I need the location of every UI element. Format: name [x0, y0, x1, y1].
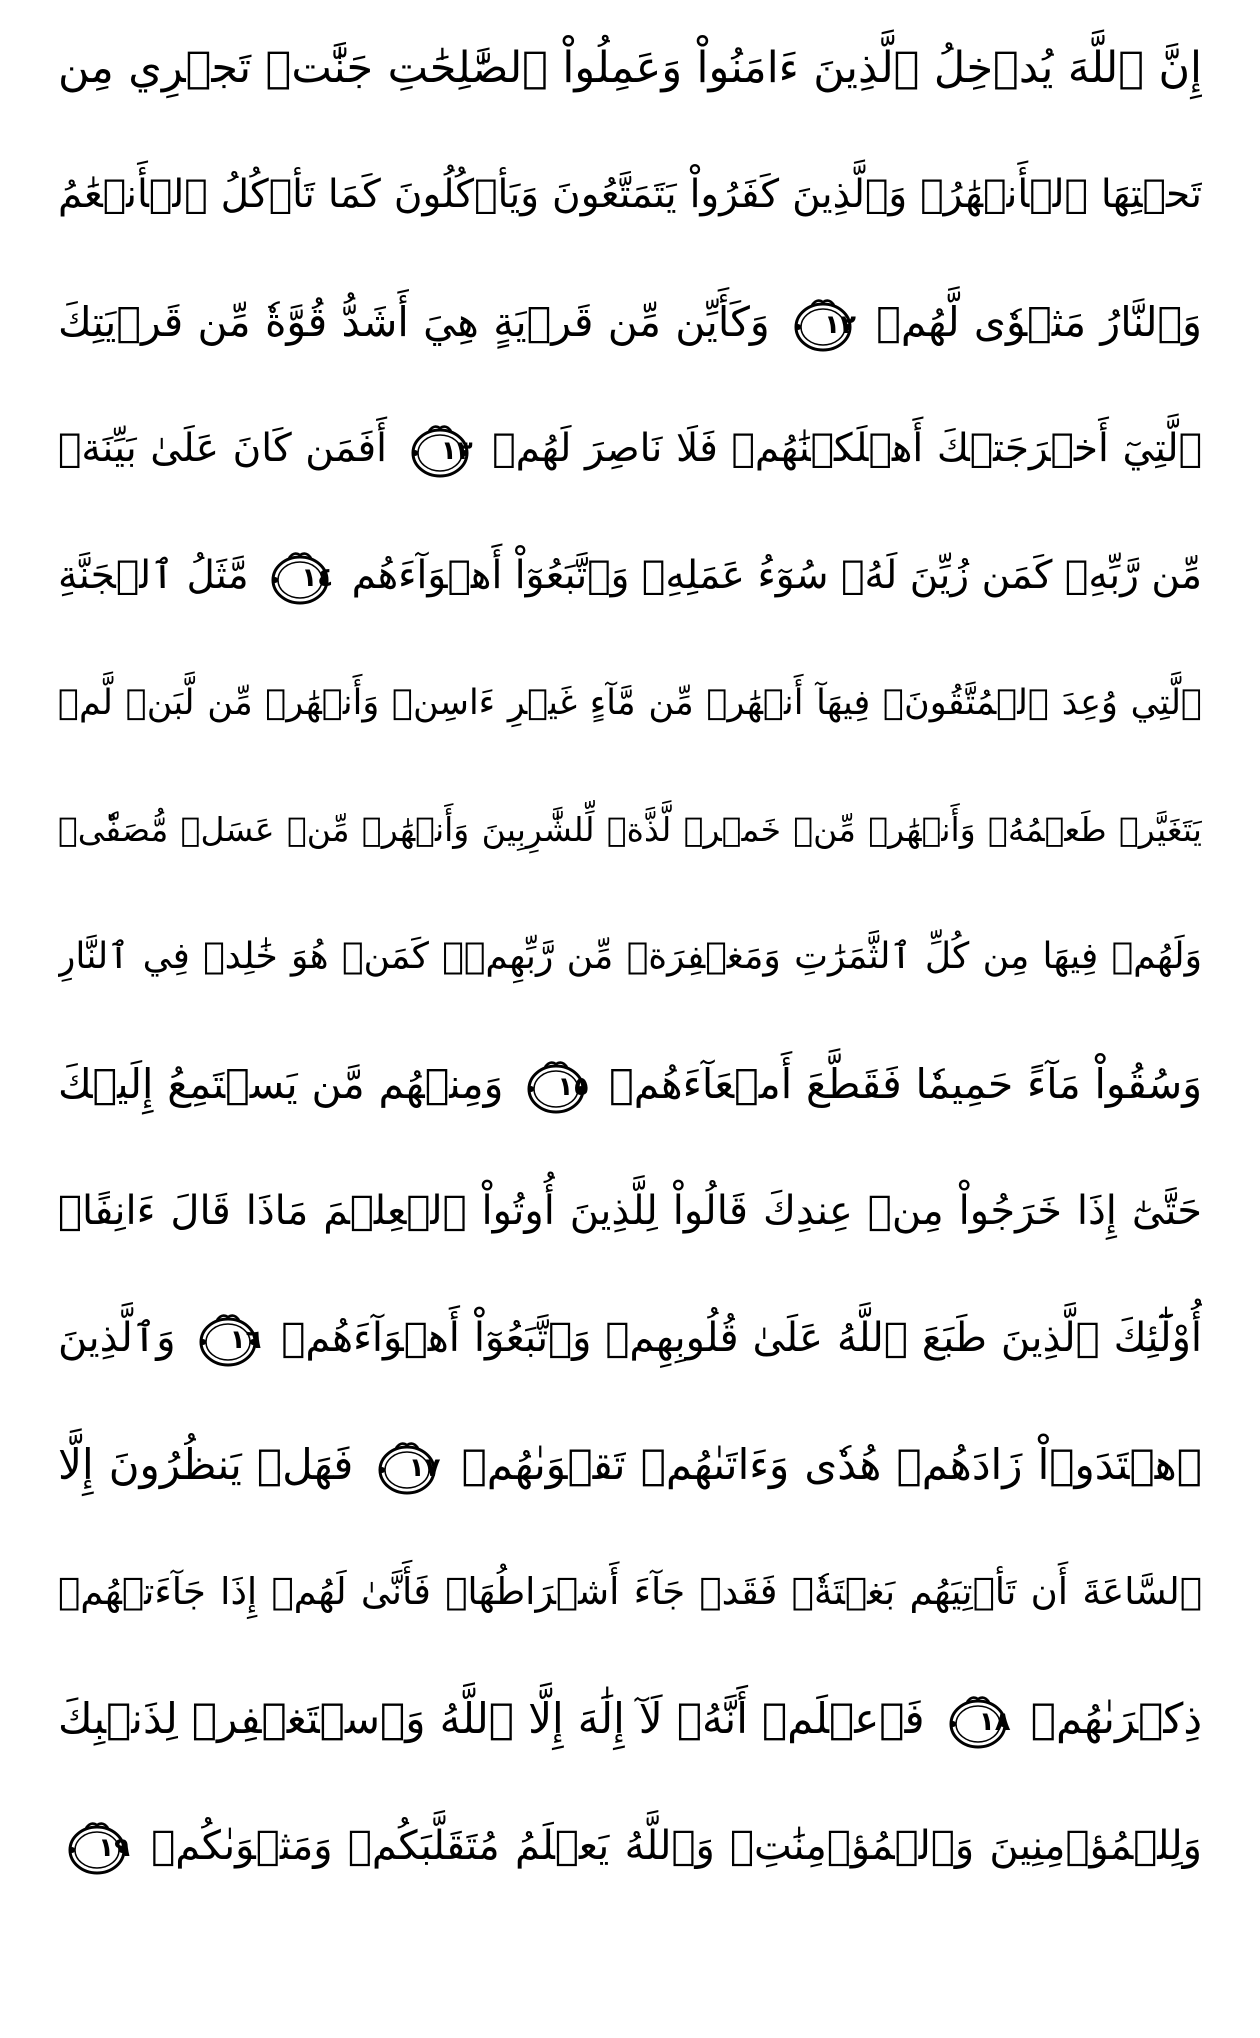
verse-text: ٱلَّتِيٓ أَخۡرَجَتۡكَ أَهۡلَكۡنَٰهُمۡ فَلَا نَاصِرَ لَهُمۡ — [492, 426, 1202, 471]
verse-text: وَلَهُمۡ فِيهَا مِن كُلِّ ٱلثَّمَرَٰتِ وَمَغۡفِرَةٞ مِّن رَّبِّهِمۡۖ كَمَنۡ هُوَ خَٰلِدٞ فِي ٱلنَّارِ — [58, 936, 1202, 977]
verse-text: يَتَغَيَّرۡ طَعۡمُهُۥ وَأَنۡهَٰرٞ مِّنۡ خَمۡرٖ لَّذَّةٖ لِّلشَّٰرِبِينَ وَأَنۡهَٰرٞ مِّنۡ عَسَلٖ مُّصَفّٗىۖ — [58, 810, 1202, 849]
verse-text: وَكَأَيِّن مِّن قَرۡيَةٍ هِيَ أَشَدُّ قُوَّةٗ مِّن قَرۡيَتِكَ — [58, 298, 770, 346]
ayah-number: ١٦ — [229, 1325, 262, 1355]
ayah-marker-icon — [407, 422, 473, 480]
ayah-marker-icon — [64, 1819, 130, 1877]
ayah-number: ١٢ — [824, 310, 856, 340]
verse-text: وَٱلنَّارُ مَثۡوٗى لَّهُمۡ — [876, 298, 1202, 346]
verse-text: أَفَمَن كَانَ عَلَىٰ بَيِّنَةٖ — [58, 426, 387, 471]
ayah-number: ١٥ — [557, 1072, 590, 1102]
verse-text: فَٱعۡلَمۡ أَنَّهُۥ لَآ إِلَٰهَ إِلَّا ٱللَّهُ وَٱسۡتَغۡفِرۡ لِذَنۢبِكَ — [58, 1694, 925, 1743]
verse-text: ذِكۡرَىٰهُمۡ — [1030, 1694, 1202, 1743]
verse-line — [58, 399, 1202, 499]
verse-text: أُوْلَٰٓئِكَ ٱلَّذِينَ طَبَعَ ٱللَّهُ عَلَىٰ قُلُوبِهِمۡ وَٱتَّبَعُوٓاْ أَهۡوَآءَهُمۡ — [281, 1315, 1202, 1361]
verse-line — [58, 1161, 1202, 1261]
verse-line — [58, 1796, 1202, 1896]
verse-text: حَتَّىٰٓ إِذَا خَرَجُواْ مِنۡ عِندِكَ قَالُواْ لِلَّذِينَ أُوتُواْ ٱلۡعِلۡمَ مَاذَا قَالَ ءَانِفًاۚ — [58, 1188, 1202, 1234]
ayah-marker-icon — [945, 1693, 1011, 1751]
verse-line — [58, 1034, 1202, 1134]
verse-line — [58, 1669, 1202, 1769]
verse-line — [58, 18, 1202, 118]
verse-line — [58, 526, 1202, 626]
verse-line — [58, 272, 1202, 372]
verse-text: إِنَّ ٱللَّهَ يُدۡخِلُ ٱلَّذِينَ ءَامَنُواْ وَعَمِلُواْ ٱلصَّٰلِحَٰتِ جَنَّٰتٖ تَجۡرِي مِن — [58, 43, 1202, 93]
ayah-marker-icon — [523, 1058, 589, 1116]
verse-text: وَٱلَّذِينَ — [58, 1315, 176, 1361]
ayah-number: ١٣ — [440, 435, 473, 466]
verse-line — [58, 1542, 1202, 1642]
verse-text: وَلِلۡمُؤۡمِنِينَ وَٱلۡمُؤۡمِنَٰتِۗ وَٱللَّهُ يَعۡلَمُ مُتَقَلَّبَكُمۡ وَمَثۡوَىٰكُمۡ — [151, 1823, 1202, 1869]
ayah-marker-icon — [267, 549, 333, 607]
ayah-number: ١٧ — [408, 1452, 441, 1483]
ayah-marker-icon — [195, 1311, 261, 1369]
verse-text: وَمِنۡهُم مَّن يَسۡتَمِعُ إِلَيۡكَ — [58, 1060, 504, 1108]
ayah-number: ١٩ — [98, 1833, 130, 1863]
verse-line — [58, 780, 1202, 880]
verse-text: ٱلسَّاعَةَ أَن تَأۡتِيَهُم بَغۡتَةٗۖ فَقَدۡ جَآءَ أَشۡرَاطُهَاۚ فَأَنَّىٰ لَهُمۡ إِذَا جَآءَتۡهُمۡ — [58, 1570, 1202, 1613]
verse-text: مِّن رَّبِّهِۦ كَمَن زُيِّنَ لَهُۥ سُوٓءُ عَمَلِهِۦ وَٱتَّبَعُوٓاْ أَهۡوَآءَهُم — [351, 553, 1202, 598]
verse-line — [58, 1288, 1202, 1388]
ayah-number: ١٤ — [301, 562, 334, 593]
verse-line — [58, 1415, 1202, 1515]
verse-text: فَهَلۡ يَنظُرُونَ إِلَّا — [58, 1440, 354, 1489]
verse-text: مَّثَلُ ٱلۡجَنَّةِ — [58, 553, 249, 598]
ayah-number: ١٨ — [978, 1706, 1011, 1737]
verse-text: ٱلَّتِي وُعِدَ ٱلۡمُتَّقُونَۖ فِيهَآ أَنۡهَٰرٞ مِّن مَّآءٍ غَيۡرِ ءَاسِنٖ وَأَنۡهَٰرٞ مِّن لَّبَنٖ لَّمۡ — [58, 683, 1202, 723]
ayah-marker-icon — [790, 296, 856, 354]
verse-line — [58, 907, 1202, 1007]
verse-text: وَسُقُواْ مَآءً حَمِيمٗا فَقَطَّعَ أَمۡعَآءَهُمۡ — [609, 1060, 1202, 1108]
verse-line — [58, 145, 1202, 245]
ayah-marker-icon — [374, 1439, 440, 1497]
verse-text: ٱهۡتَدَوۡاْ زَادَهُمۡ هُدٗى وَءَاتَىٰهُمۡ تَقۡوَىٰهُمۡ — [461, 1440, 1202, 1489]
verse-line — [58, 653, 1202, 753]
verse-text: تَحۡتِهَا ٱلۡأَنۡهَٰرُۖ وَٱلَّذِينَ كَفَرُواْ يَتَمَتَّعُونَ وَيَأۡكُلُونَ كَمَا تَأۡكُلُ ٱلۡأَنۡعَٰمُ — [58, 172, 1202, 217]
